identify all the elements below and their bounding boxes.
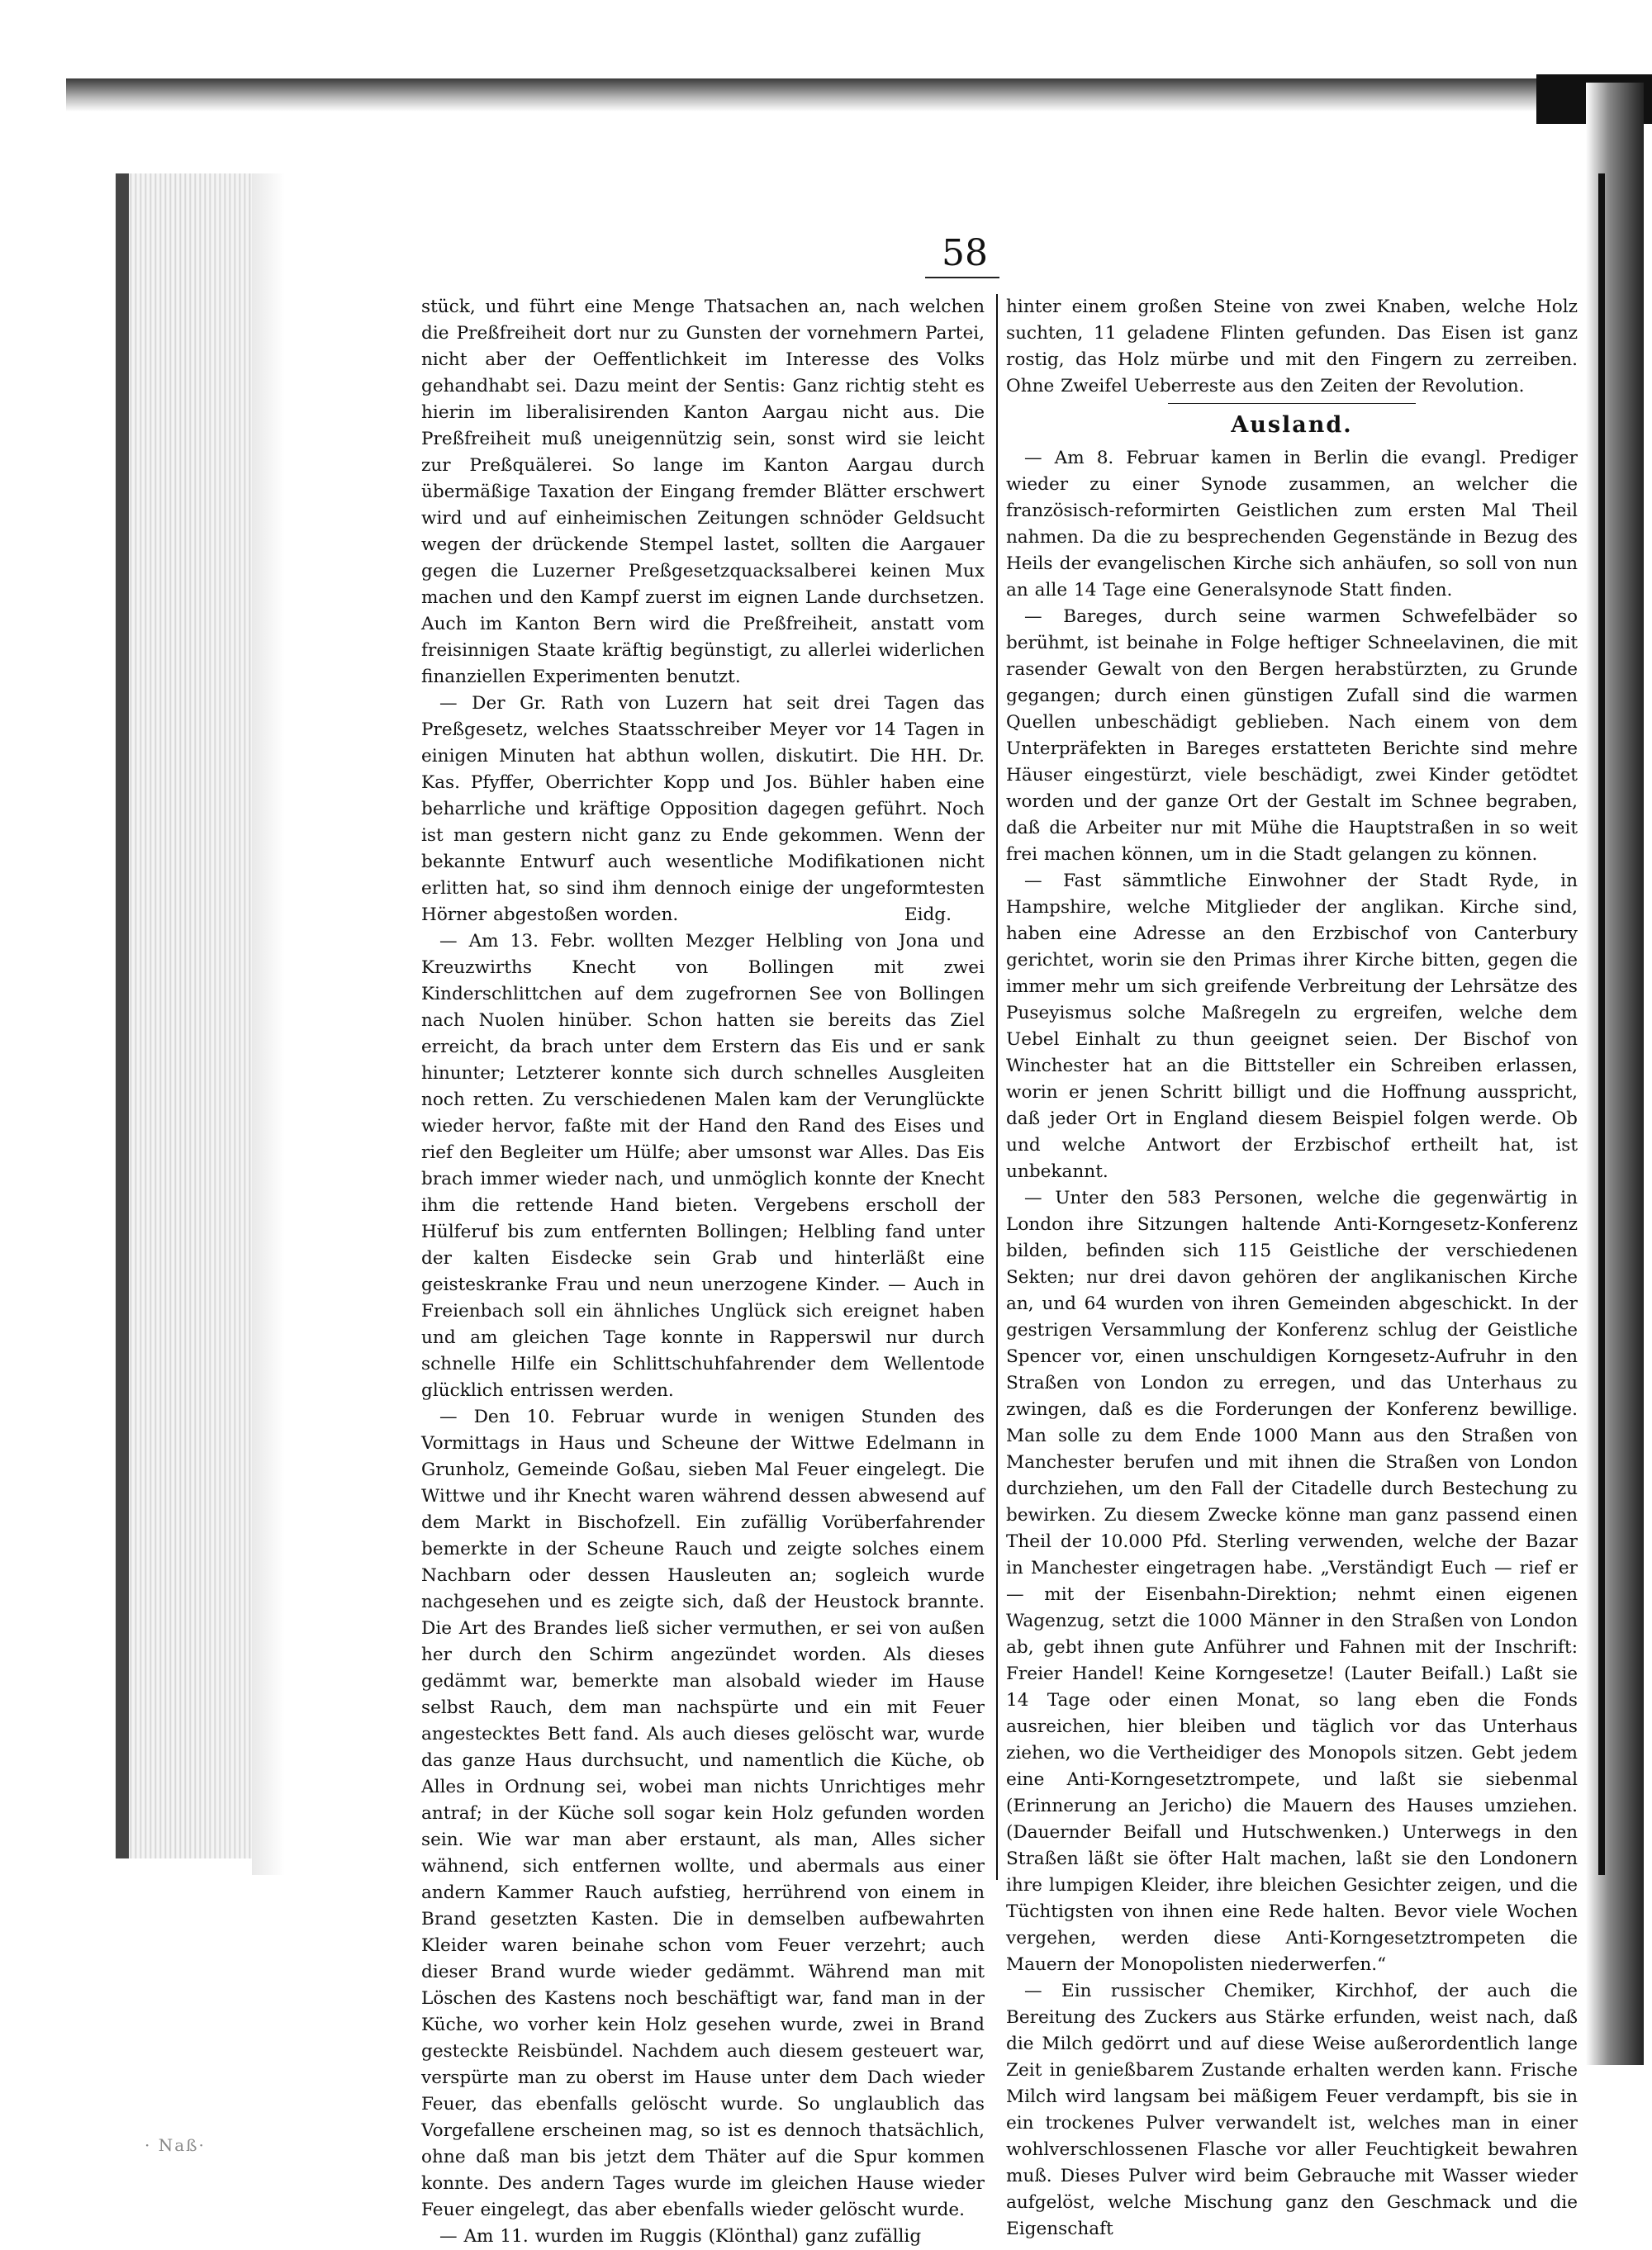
- binding-gutter: [252, 173, 285, 1875]
- page-number-rule: [925, 277, 999, 278]
- article-paragraph: — Unter den 583 Personen, welche die gegenwärtig in London ihre Sitzungen haltende Anti-Korngesetz-Konferenz bilden, befinden sich 115 Geistliche der verschiedenen Sekten; nur drei davon gehören der anglikanischen Kirche an, und 64 wurden von ihren Gemeinden abgeschickt. In der gestrigen Versammlung der Konferenz schlug der Geistliche Spencer vor, einen unschuldigen Korngesetz-Aufruhr in den Straßen von London zu erregen, und das Unterhaus zu zwingen, daß es die Forderungen der Konferenz bewillige. Man solle zu dem Ende 1000 Mann aus den Straßen von Manchester berufen und mit ihnen die Straßen von London durchziehen, um den Fall der Citadelle durch Bestechung zu bewirken. Zu diesem Zwecke könne man ganz passend einen Theil der 10.000 Pfd. Sterling verwenden, welche der Bazar in Manchester eingetragen habe. „Verständigt Euch — rief er — mit der Eisenbahn-Direktion; nehmt einen eigenen Wagenzug, setzt die 1000 Männer in den Straßen von London ab, gebt ihnen gute Anführer und Fahnen mit der Inschrift: Freier Handel! Keine Korngesetze! (Lauter Beifall.) Laßt sie 14 Tage oder einen Monat, so lang eben die Fonds ausreichen, hier bleiben und täglich vor das Unterhaus ziehen, wo die Vertheidiger des Monopols sitzen. Gebt jedem eine Anti-Korngesetztrompete, und laßt sie siebenmal (Erinnerung an Jericho) die Mauern des Hauses umziehen. (Dauernder Beifall und Hutschwenken.) Unterwegs in den Straßen läßt sie öfter Halt machen, laßt sie den Londonern ihre lumpigen Kleider, ihre bleichen Gesichter zeigen, und die Tüchtigsten von ihnen eine Rede halten. Bevor viele Wochen vergehen, werden diese Anti-Korngesetztrompeten die Mauern der Monopolisten niederwerfen.“: [1006, 1188, 1578, 1975]
- page-number: 58: [942, 232, 988, 274]
- right-edge-rule: [1598, 173, 1605, 1875]
- article-paragraph: — Am 13. Febr. wollten Mezger Helbling von Jona und Kreuzwirths Knecht von Bollingen mit zwei Kinderschlittchen auf dem zugefrornen See von Bollingen nach Nuolen hinüber. Schon hatten sie bereits das Ziel erreicht, da brach unter dem Erstern das Eis und er sank hinunter; Letzterer konnte sich durch schnelles Ausgleiten noch retten. Zu verschiedenen Malen kam der Verunglückte wieder hervor, faßte mit der Hand den Rand des Eises und rief den Begleiter um Hülfe; aber umsonst war Alles. Das Eis brach immer wieder nach, und unmöglich konnte der Knecht ihm die rettende Hand bieten. Vergebens erscholl der Hülferuf bis zum entfernten Bollingen; Helbling fand unter der kalten Eisdecke sein Grab und hinterläßt eine geisteskranke Frau und neun unerzogene Kinder. — Auch in Freienbach soll ein ähnliches Unglück sich ereignet haben und am gleichen Tage konnte in Rapperswil nur durch schnelle Hilfe ein Schlittschuhfahrender dem Wellentode glücklich entrissen werden.: [421, 931, 985, 1401]
- article-paragraph: — Am 8. Februar kamen in Berlin die evangl. Prediger wieder zu einer Synode zusammen, an welcher die französisch-reformirten Geistlichen zum ersten Mal Theil nahmen. Da die zu besprechenden Gegenstände in Bezug des Heils der evangelischen Kirche sich anhäufen, so soll von nun an alle 14 Tage eine Generalsynode Statt finden.: [1006, 448, 1578, 600]
- footer-mark: · Naß·: [145, 2135, 206, 2155]
- article-paragraph: — Fast sämmtliche Einwohner der Stadt Ryde, in Hampshire, welche Mitglieder der anglikan. Kirche sind, haben eine Adresse an den Erzbischof von Canterbury gerichtet, worin sie den Primas ihrer Kirche bitten, gegen die immer mehr um sich greifende Verbreitung der Lehrsätze des Puseyismus solche Maßregeln zu ergreifen, welche dem Uebel Einhalt zu thun geeignet seien. Der Bischof von Winchester hat an die Bittsteller ein Schreiben erlassen, worin er jenen Schritt billigt und die Hoffnung ausspricht, daß jeder Ort in England diesem Beispiel folgen werde. Ob und welche Antwort der Erzbischof ertheilt hat, ist unbekannt.: [1006, 871, 1578, 1182]
- article-paragraph: — Am 11. wurden im Ruggis (Klönthal) ganz zufällig: [439, 2226, 922, 2247]
- article-paragraph: stück, und führt eine Menge Thatsachen an, nach welchen die Preßfreiheit dort nur zu Gunsten der vornehmern Partei, nicht aber der Oeffentlichkeit im Interesse des Volks gehandhabt sei. Dazu meint der Sentis: Ganz richtig steht es hierin im liberalisirenden Kanton Aargau nicht aus. Die Preßfreiheit muß uneigennützig sein, sonst wird sie leicht zur Preßquälerei. So lange im Kanton Aargau durch übermäßige Taxation der Eingang fremder Blätter erschwert wird und auf einheimischen Zeitungen schnöder Geldsucht wegen der drückende Stempel lastet, sollten die Aargauer gegen die Luzerner Preßgesetzquacksalberei keinen Mux machen und den Kampf zuerst im eignen Lande durchsetzen. Auch im Kanton Bern wird die Preßfreiheit, anstatt vom freisinnigen Staate kräftig begünstigt, zu allerlei widerlichen finanziellen Experimenten benutzt.: [421, 297, 985, 687]
- scan-shadow-top: [66, 78, 1602, 112]
- article-paragraph: hinter einem großen Steine von zwei Knaben, welche Holz suchten, 11 geladene Flinten gefunden. Das Eisen ist ganz rostig, das Holz mürbe und mit den Fingern zu zerreiben. Ohne Zweifel Ueberreste aus den Zeiten der Revolution.: [1006, 297, 1578, 396]
- right-column: [1006, 294, 1578, 2239]
- left-column: [421, 294, 985, 2247]
- article-paragraph: — Der Gr. Rath von Luzern hat seit drei Tagen das Preßgesetz, welches Staatsschreiber Meyer vor 14 Tagen in einigen Minuten hat abthun wollen, diskutirt. Die HH. Dr. Kas. Pfyffer, Oberrichter Kopp und Jos. Bühler haben eine beharrliche und kräftige Opposition dagegen geführt. Noch ist man gestern nicht ganz zu Ende gekommen. Wenn der bekannte Entwurf auch wesentliche Modifikationen nicht erlitten hat, so sind ihm dennoch einige der ungeformtesten Hörner abgestoßen worden.: [421, 693, 985, 925]
- book-spine-shadow: [116, 173, 129, 1858]
- section-heading: Ausland.: [1231, 412, 1353, 438]
- article-paragraph: — Ein russischer Chemiker, Kirchhof, der auch die Bereitung des Zuckers aus Stärke erfunden, weist nach, daß die Milch gedörrt und auf diese Weise außerordentlich lange Zeit in genießbarem Zustande erhalten werden kann. Frische Milch wird langsam bei mäßigem Feuer verdampft, bis sie in ein trockenes Pulver verwandelt ist, welches man in einer wohlverschlossenen Flasche vor aller Feuchtigkeit bewahren muß. Dieses Pulver wird beim Gebrauche mit Wasser wieder aufgelöst, welche Mischung ganz den Geschmack und die Eigenschaft: [1006, 1981, 1578, 2239]
- article-paragraph: — Bareges, durch seine warmen Schwefelbäder so berühmt, ist beinahe in Folge heftiger Schneelavinen, die mit rasender Gewalt von den Bergen herabstürzten, zu Grunde gegangen; durch einen günstigen Zufall sind die warmen Quellen unbeschädigt geblieben. Nach einem von dem Unterpräfekten in Bareges erstatteten Berichte sind mehre Häuser eingestürzt, viele beschädigt, zwei Kinder getödtet worden und der ganze Ort der Gestalt im Schnee begraben, daß die Arbeiter nur mit Mühe die Hauptstraßen in so weit frei machen können, um in die Stadt gelangen zu können.: [1006, 606, 1578, 865]
- column-divider: [996, 294, 998, 1880]
- book-page-edges: [116, 173, 266, 1858]
- article-signature: Eidg.: [904, 904, 952, 925]
- section-rule: [1168, 403, 1416, 404]
- article-paragraph: — Den 10. Februar wurde in wenigen Stunden des Vormittags in Haus und Scheune der Wittwe Edelmann in Grunholz, Gemeinde Goßau, sieben Mal Feuer eingelegt. Die Wittwe und ihr Knecht waren während dessen abwesend auf dem Markt in Bischofzell. Ein zufällig Vorüberfahrender bemerkte in der Scheune Rauch und zeigte solches einem Nachbarn oder dessen Hausleuten an; sogleich wurde nachgesehen und es zeigte sich, daß der Heustock brannte. Die Art des Brandes ließ sicher vermuthen, er sei von außen her durch den Schirm angezündet worden. Als dieses gedämmt war, bemerkte man alsobald wieder im Hause selbst Rauch, dem man nachspürte und ein mit Feuer angestecktes Bett fand. Als auch dieses gelöscht war, wurde das ganze Haus durchsucht, und namentlich die Küche, ob Alles in Ordnung sei, wobei man nichts Unrichtiges mehr antraf; in der Küche soll sogar kein Holz gefunden worden sein. Wie war man aber erstaunt, als man, Alles sicher wähnend, sich entfernen wollte, und abermals aus einer andern Kammer Rauch aufstieg, herrührend von einem in Brand gesetzten Kasten. Die in demselben aufbewahrten Kleider waren beinahe schon vom Feuer verzehrt; auch dieser Brand wurde wieder gedämmt. Während man mit Löschen des Kastens noch beschäftigt war, fand man in der Küche, wo vorher kein Holz gesehen wurde, zwei in Brand gesteckte Reisbündel. Nachdem auch diesem gesteuert war, verspürte man zu oberst im Hause unter dem Dach wieder Feuer, das ebenfalls gelöscht wurde. So unglaublich das Vorgefallene erscheinen mag, so ist es dennoch thatsächlich, ohne daß man bis jetzt dem Thäter auf die Spur kommen konnte. Des andern Tages wurde im gleichen Hause wieder Feuer eingelegt, das aber ebenfalls wieder gelöscht wurde.: [421, 1407, 985, 2220]
- scan-shadow-right: [1586, 83, 1644, 2065]
